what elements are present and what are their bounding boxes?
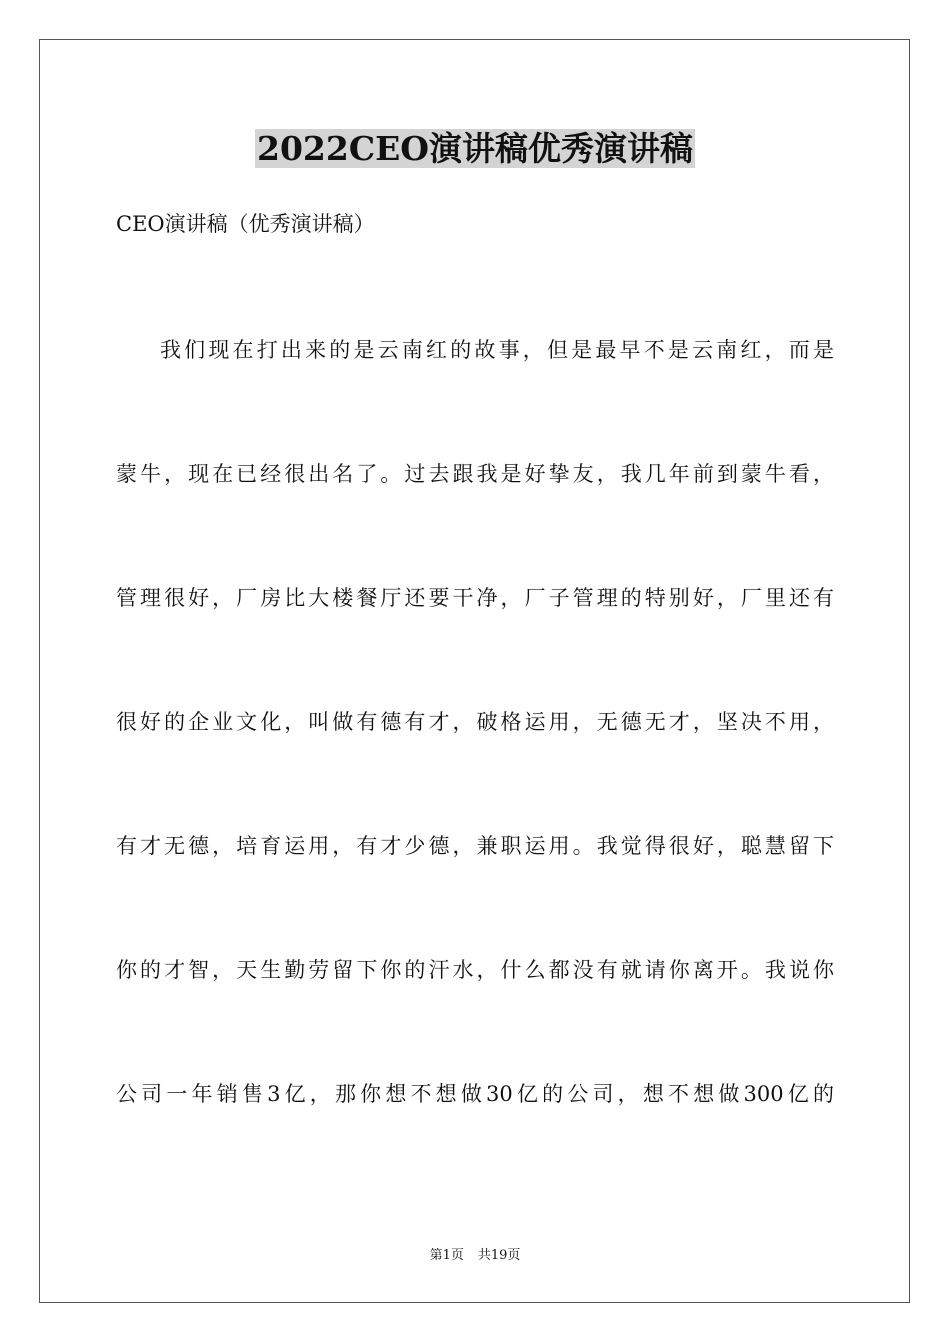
- document-title: [0, 124, 950, 174]
- page-footer: [0, 1246, 950, 1266]
- document-subtitle: CEO演讲稿（优秀演讲稿）: [116, 212, 375, 236]
- paragraph-line-3: 管理很好，厂房比大楼餐厅还要干净，厂子管理的特别好，厂里还有: [116, 586, 834, 610]
- paragraph-line-7: 公司一年销售3亿，那你想不想做30亿的公司，想不想做300亿的: [116, 1082, 834, 1106]
- paragraph-line-1: 我们现在打出来的是云南红的故事，但是最早不是云南红，而是: [160, 338, 834, 362]
- total-pages: 共19页: [477, 1248, 521, 1263]
- document-title-text: 2022CEO演讲稿优秀演讲稿: [256, 129, 693, 168]
- paragraph-line-6: 你的才智，天生勤劳留下你的汗水，什么都没有就请你离开。我说你: [116, 958, 834, 982]
- paragraph-line-2: 蒙牛，现在已经很出名了。过去跟我是好挚友，我几年前到蒙牛看，: [116, 462, 834, 486]
- page-number: 第1页: [429, 1248, 464, 1263]
- paragraph-line-4: 很好的企业文化，叫做有德有才，破格运用，无德无才，坚决不用，: [116, 710, 834, 734]
- paragraph-line-5: 有才无德，培育运用，有才少德，兼职运用。我觉得很好，聪慧留下: [116, 834, 834, 858]
